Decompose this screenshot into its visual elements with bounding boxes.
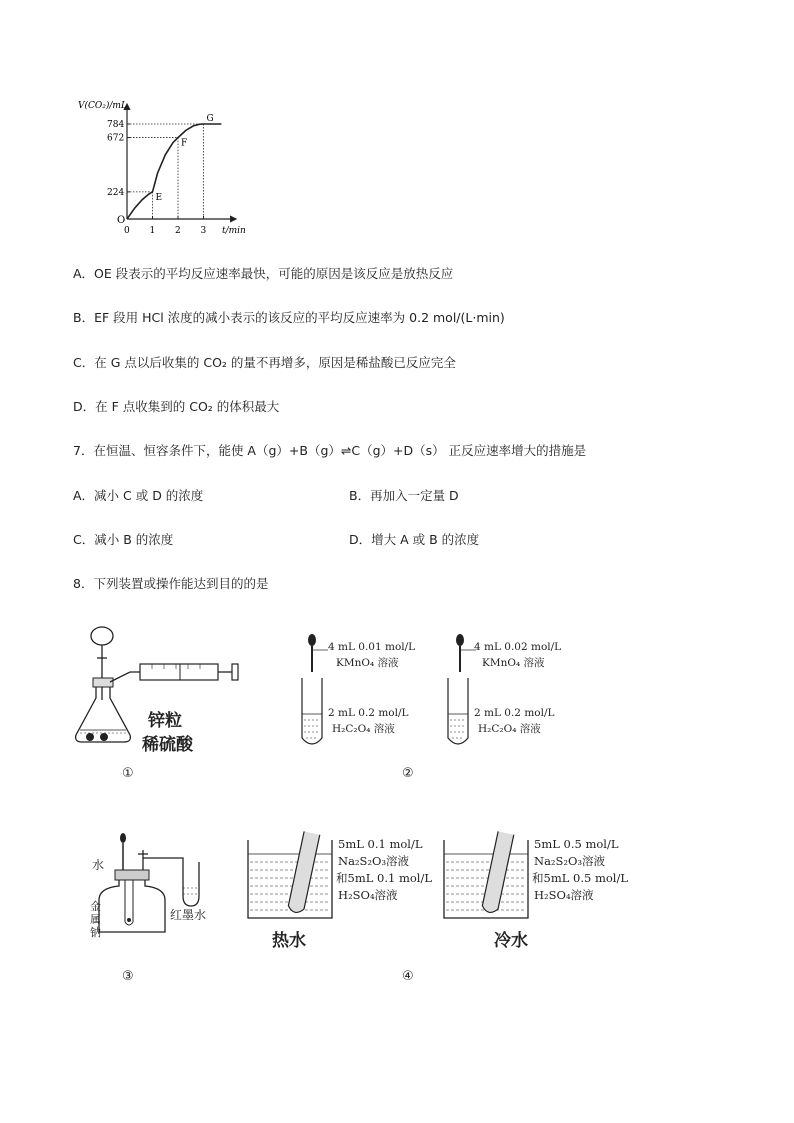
fig2-right-top2: KMnO₄ 溶液 — [482, 657, 545, 669]
point-label-e: E — [155, 192, 163, 203]
figure-3-apparatus — [85, 830, 235, 940]
fig4-right2: Na₂S₂O₃溶液 — [534, 854, 606, 868]
y-tick-label: 224 — [107, 187, 125, 198]
q7-option-d: D．增大 A 或 B 的浓度 — [349, 532, 480, 547]
fig2-right-bot1: 2 mL 0.2 mol/L — [474, 707, 555, 719]
x-tick-label: 2 — [175, 226, 181, 236]
fig4-left1: 5mL 0.1 mol/L — [338, 837, 423, 851]
option-b: B．EF 段用 HCl 浓度的减小表示的该反应的平均反应速率为 0.2 mol/(L·min) — [73, 310, 505, 325]
x-tick-label: 3 — [200, 226, 207, 236]
fig1-zinc-label: 锌粒 — [148, 711, 182, 731]
fig1-acid-label: 稀硫酸 — [142, 735, 193, 755]
fig2-right-top1: 4 mL 0.02 mol/L — [474, 641, 562, 653]
fig2-left-top2: KMnO₄ 溶液 — [336, 657, 399, 669]
fig4-right3: 和5mL 0.5 mol/L — [532, 871, 628, 885]
point-label-g: G — [206, 114, 214, 124]
fig2-left-bot2: H₂C₂O₄ 溶液 — [332, 723, 395, 735]
option-a: A．OE 段表示的平均反应速率最快，可能的原因是该反应是放热反应 — [73, 266, 454, 281]
q7-option-a: A．减小 C 或 D 的浓度 — [73, 488, 204, 503]
fig2-caption: ② — [402, 766, 414, 781]
option-d: D．在 F 点收集到的 CO₂ 的体积最大 — [73, 399, 280, 414]
origin-label: O — [117, 215, 126, 226]
point-label-f: F — [181, 138, 188, 149]
option-c: C．在 G 点以后收集的 CO₂ 的量不再增多，原因是稀盐酸已反应完全 — [73, 355, 456, 370]
fig2-right-bot2: H₂C₂O₄ 溶液 — [478, 723, 541, 735]
x-axis-label: t/min — [222, 226, 246, 236]
q7-option-b: B．再加入一定量 D — [349, 488, 459, 503]
x-tick-label: 0 — [124, 226, 130, 236]
fig2-left-bot1: 2 mL 0.2 mol/L — [328, 707, 409, 719]
y-tick-label: 672 — [107, 133, 125, 144]
fig3-ink-label: 红墨水 — [170, 908, 207, 922]
fig4-caption: ④ — [402, 969, 414, 984]
fig3-metal1: 金 — [90, 900, 101, 913]
q7-option-c: C．减小 B 的浓度 — [73, 532, 174, 547]
fig4-right4: H₂SO₄溶液 — [534, 888, 594, 902]
fig4-hot-water: 热水 — [272, 931, 306, 951]
co2-volume-chart — [0, 0, 794, 260]
fig1-caption: ① — [122, 766, 134, 781]
q7-stem: 7．在恒温、恒容条件下，能使 A（g）+B（g）⇌C（g）+D（s） 正反应速率增大的措施是 — [73, 443, 587, 458]
fig3-metal2: 属 — [90, 913, 101, 926]
y-axis-label: V(CO₂)/mL — [78, 101, 127, 111]
fig3-water-label: 水 — [92, 858, 105, 872]
co2-curve — [127, 124, 221, 219]
fig4-cold-water: 冷水 — [494, 931, 528, 951]
q8-stem: 8．下列装置或操作能达到目的的是 — [73, 576, 269, 591]
fig3-metal3: 钠 — [90, 926, 101, 939]
fig4-left4: H₂SO₄溶液 — [338, 888, 398, 902]
x-tick-label: 1 — [149, 226, 156, 236]
fig3-caption: ③ — [122, 969, 134, 984]
y-tick-label: 784 — [107, 120, 125, 130]
fig4-left2: Na₂S₂O₃溶液 — [338, 854, 410, 868]
fig4-left3: 和5mL 0.1 mol/L — [336, 871, 432, 885]
fig2-left-top1: 4 mL 0.01 mol/L — [328, 641, 416, 653]
fig4-right1: 5mL 0.5 mol/L — [534, 837, 619, 851]
